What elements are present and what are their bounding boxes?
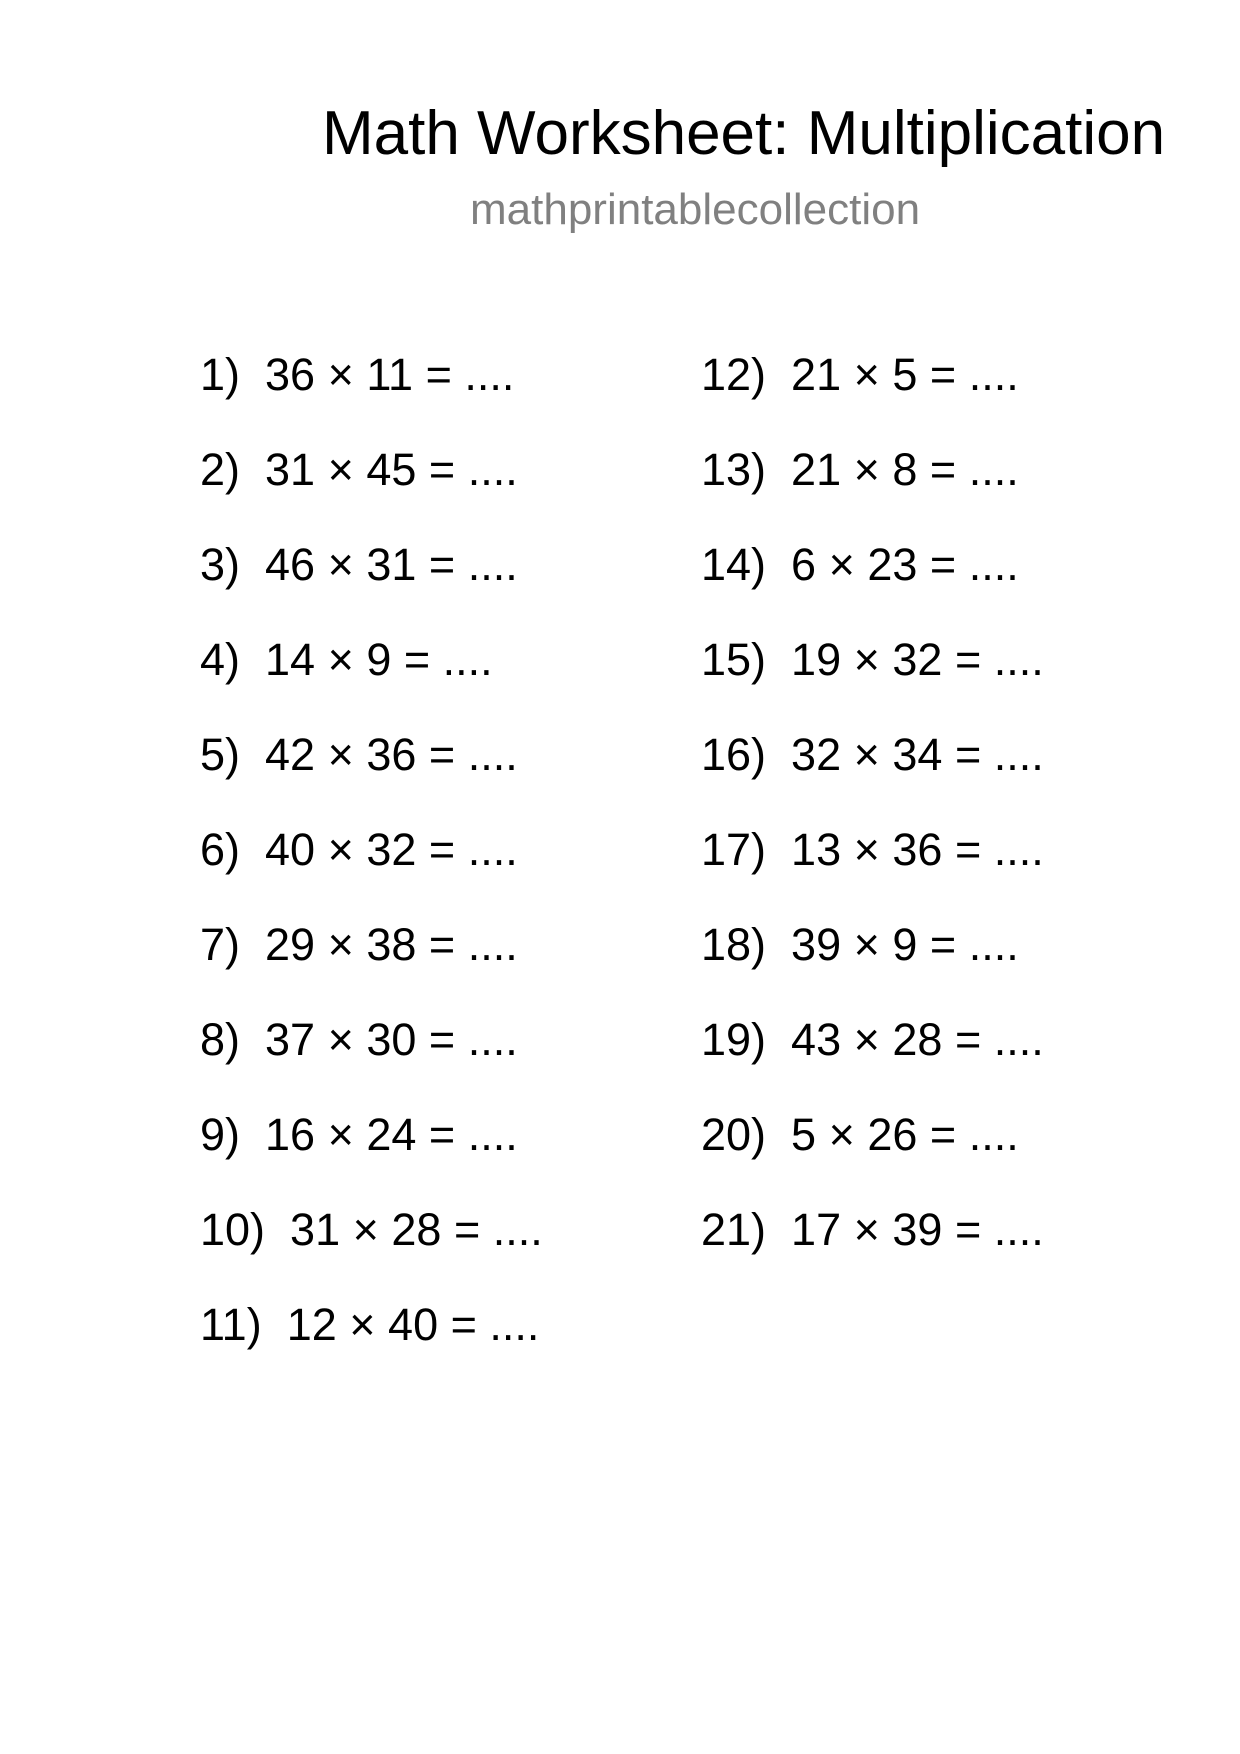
problem-number: 10)	[200, 1204, 266, 1255]
problem-number: 1)	[200, 349, 241, 400]
problem-number: 20)	[701, 1109, 767, 1160]
problem-expression: 19 × 32 = ....	[791, 634, 1044, 685]
page-subtitle: mathprintablecollection	[470, 185, 921, 234]
problem-item	[701, 917, 1044, 1012]
problem-item	[701, 1107, 1044, 1202]
problem-number: 15)	[701, 634, 767, 685]
problem-number: 12)	[701, 349, 767, 400]
problem-item	[200, 1202, 543, 1297]
problems-right-column	[701, 347, 1044, 1297]
problem-expression: 46 × 31 = ....	[265, 539, 518, 590]
problem-item	[200, 1012, 543, 1107]
problem-number: 19)	[701, 1014, 767, 1065]
problem-expression: 16 × 24 = ....	[265, 1109, 518, 1160]
problem-number: 18)	[701, 919, 767, 970]
problem-item	[200, 632, 543, 727]
problem-expression: 37 × 30 = ....	[265, 1014, 518, 1065]
problem-expression: 13 × 36 = ....	[791, 824, 1044, 875]
problem-number: 8)	[200, 1014, 241, 1065]
problem-expression: 5 × 26 = ....	[791, 1109, 1019, 1160]
problem-expression: 21 × 5 = ....	[791, 349, 1019, 400]
problem-item	[200, 442, 543, 537]
problem-expression: 42 × 36 = ....	[265, 729, 518, 780]
problem-expression: 36 × 11 = ....	[265, 349, 515, 400]
problem-number: 14)	[701, 539, 767, 590]
problem-item	[701, 632, 1044, 727]
problem-number: 17)	[701, 824, 767, 875]
problem-number: 4)	[200, 634, 241, 685]
problem-expression: 17 × 39 = ....	[791, 1204, 1044, 1255]
problem-expression: 43 × 28 = ....	[791, 1014, 1044, 1065]
problem-number: 2)	[200, 444, 241, 495]
problem-item	[701, 727, 1044, 822]
page-title: Math Worksheet: Multiplication	[322, 99, 1166, 168]
problem-expression: 29 × 38 = ....	[265, 919, 518, 970]
problem-number: 7)	[200, 919, 241, 970]
problem-expression: 40 × 32 = ....	[265, 824, 518, 875]
problem-number: 13)	[701, 444, 767, 495]
problem-item	[200, 917, 543, 1012]
problem-item	[701, 442, 1044, 537]
problem-number: 9)	[200, 1109, 241, 1160]
problem-item	[701, 1012, 1044, 1107]
problem-number: 16)	[701, 729, 767, 780]
problem-item	[200, 347, 543, 442]
problem-item	[701, 1202, 1044, 1297]
problem-expression: 21 × 8 = ....	[791, 444, 1019, 495]
problem-item	[701, 347, 1044, 442]
problem-item	[701, 822, 1044, 917]
problem-expression: 12 × 40 = ....	[286, 1299, 540, 1350]
problem-expression: 31 × 45 = ....	[265, 444, 518, 495]
problem-expression: 32 × 34 = ....	[791, 729, 1044, 780]
problem-item	[200, 1107, 543, 1202]
problem-number: 21)	[701, 1204, 767, 1255]
problem-expression: 39 × 9 = ....	[791, 919, 1019, 970]
problem-expression: 31 × 28 = ....	[290, 1204, 543, 1255]
problem-number: 11)	[200, 1299, 262, 1350]
problem-number: 3)	[200, 539, 241, 590]
problem-item	[200, 822, 543, 917]
problem-item	[701, 537, 1044, 632]
problem-expression: 6 × 23 = ....	[791, 539, 1019, 590]
problem-expression: 14 × 9 = ....	[265, 634, 493, 685]
problem-number: 5)	[200, 729, 241, 780]
problems-left-column	[200, 347, 543, 1392]
problem-number: 6)	[200, 824, 241, 875]
problem-item	[200, 537, 543, 632]
problem-item	[200, 1297, 543, 1392]
problem-item	[200, 727, 543, 822]
